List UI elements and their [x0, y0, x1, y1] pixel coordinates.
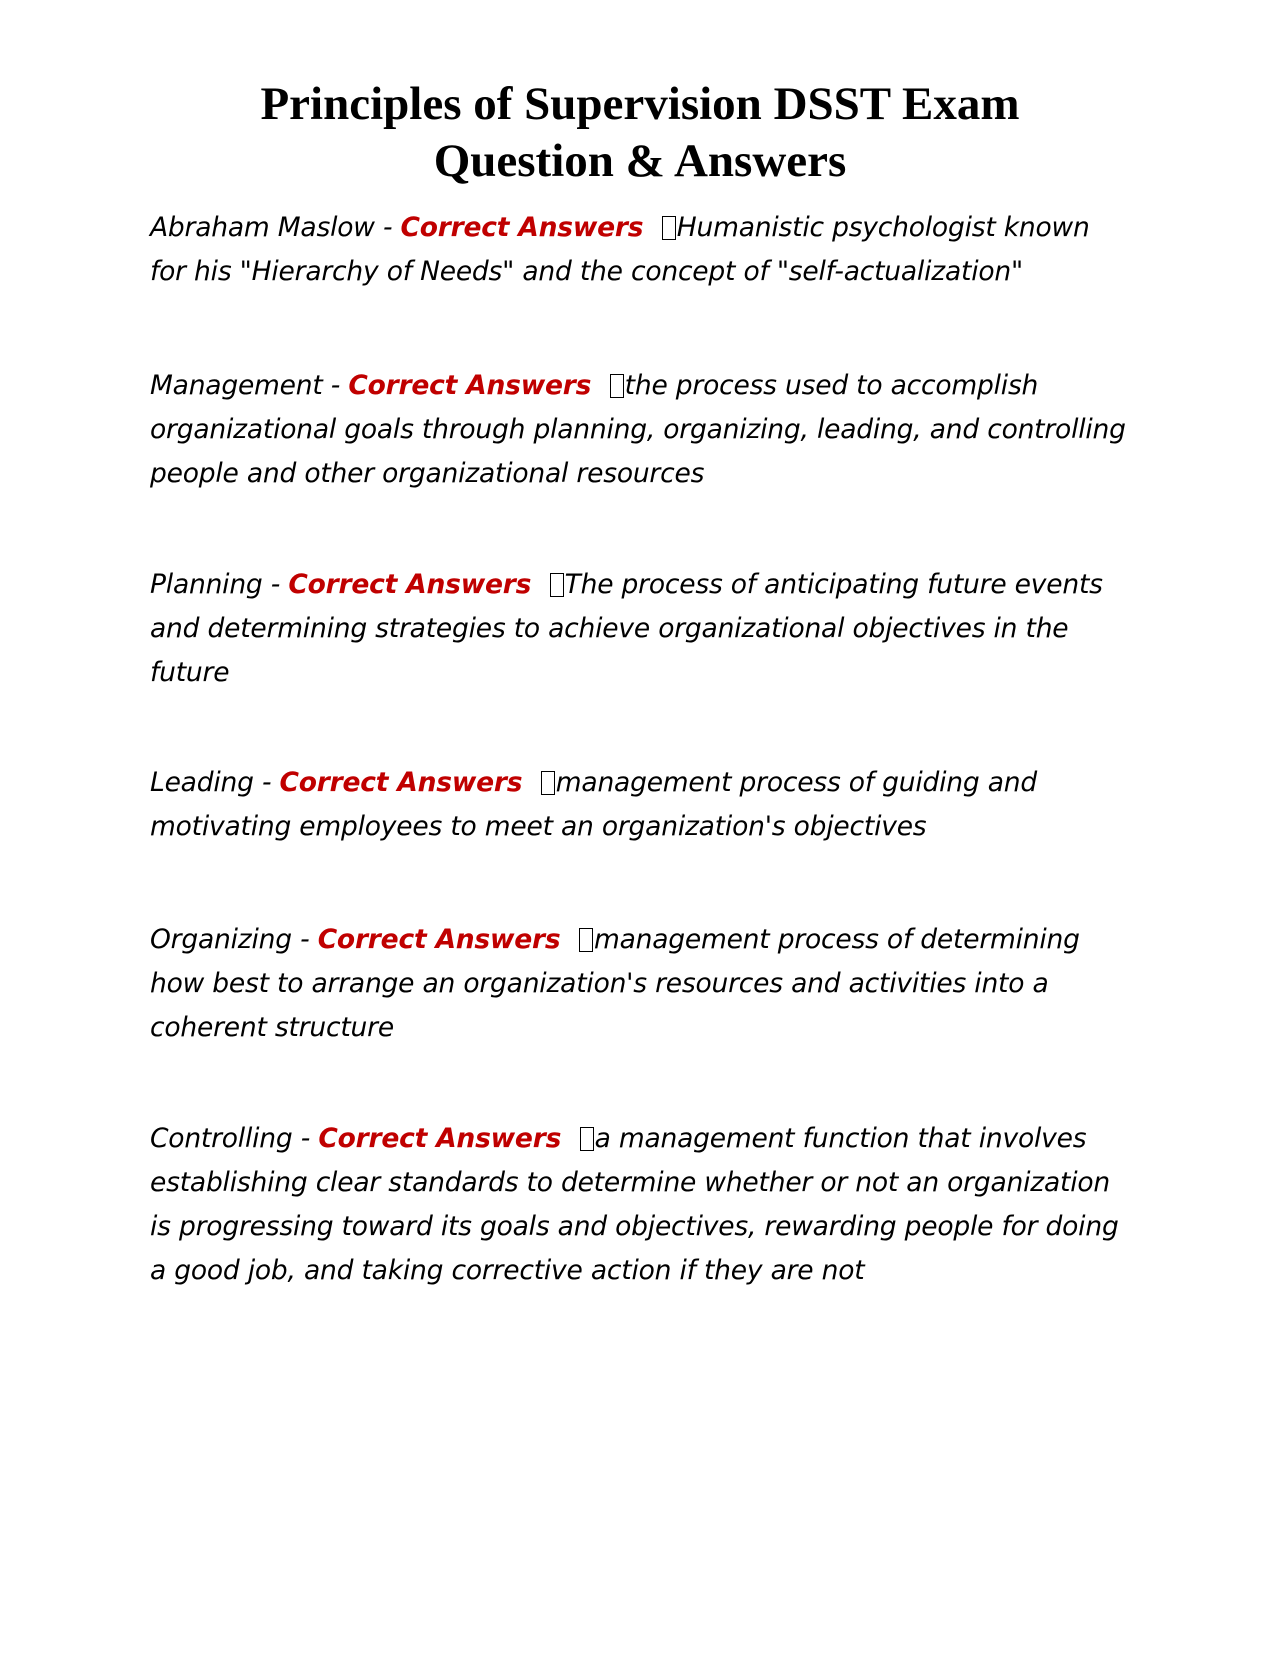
entry-definition: a management function that involves establishing clear standards to determine whether or not an organization is progressing toward its goals and objectives, rewarding people for doing a good job, and taking corrective action if they are not	[150, 1123, 1119, 1286]
qa-entry	[150, 918, 1130, 1050]
entry-term: Management	[150, 370, 323, 401]
title-line-1: Principles of Supervision DSST Exam	[260, 78, 1020, 130]
entry-separator: -	[291, 924, 318, 955]
correct-answers-label: Correct Answers	[317, 924, 561, 955]
entry-term: Abraham Maslow	[150, 212, 375, 243]
box-glyph-icon	[662, 216, 676, 240]
box-glyph-icon	[541, 771, 555, 795]
entry-separator: -	[253, 767, 280, 798]
title-line-2: Question & Answers	[433, 135, 847, 187]
qa-entry	[150, 364, 1130, 496]
entry-separator: -	[292, 1123, 319, 1154]
entry-definition: The process of anticipating future events and determining strategies to achieve organizational objectives in the future	[150, 569, 1103, 688]
entry-separator: -	[262, 569, 289, 600]
qa-entry	[150, 761, 1130, 849]
box-glyph-icon	[610, 374, 624, 398]
qa-entry	[150, 206, 1130, 294]
qa-entry	[150, 563, 1130, 695]
correct-answers-label: Correct Answers	[279, 767, 523, 798]
entry-definition: the process used to accomplish organizational goals through planning, organizing, leading, and controlling people and other organizational resources	[150, 370, 1126, 489]
entry-definition: management process of guiding and motivating employees to meet an organization's objectives	[150, 767, 1038, 842]
entry-term: Planning	[150, 569, 263, 600]
box-glyph-icon	[580, 1127, 594, 1151]
box-glyph-icon	[550, 573, 564, 597]
entry-term: Controlling	[150, 1123, 293, 1154]
entry-term: Organizing	[150, 924, 292, 955]
correct-answers-label: Correct Answers	[400, 212, 644, 243]
correct-answers-label: Correct Answers	[348, 370, 592, 401]
entry-separator: -	[374, 212, 401, 243]
entry-definition: Humanistic psychologist known for his "Hierarchy of Needs" and the concept of "self-actualization"	[150, 212, 1090, 287]
entry-separator: -	[322, 370, 349, 401]
qa-entry	[150, 1117, 1130, 1293]
box-glyph-icon	[579, 928, 593, 952]
entry-term: Leading	[150, 767, 254, 798]
page-title	[150, 76, 1130, 190]
entry-definition: management process of determining how best to arrange an organization's resources and activities into a coherent structure	[150, 924, 1080, 1043]
correct-answers-label: Correct Answers	[288, 569, 532, 600]
correct-answers-label: Correct Answers	[318, 1123, 562, 1154]
